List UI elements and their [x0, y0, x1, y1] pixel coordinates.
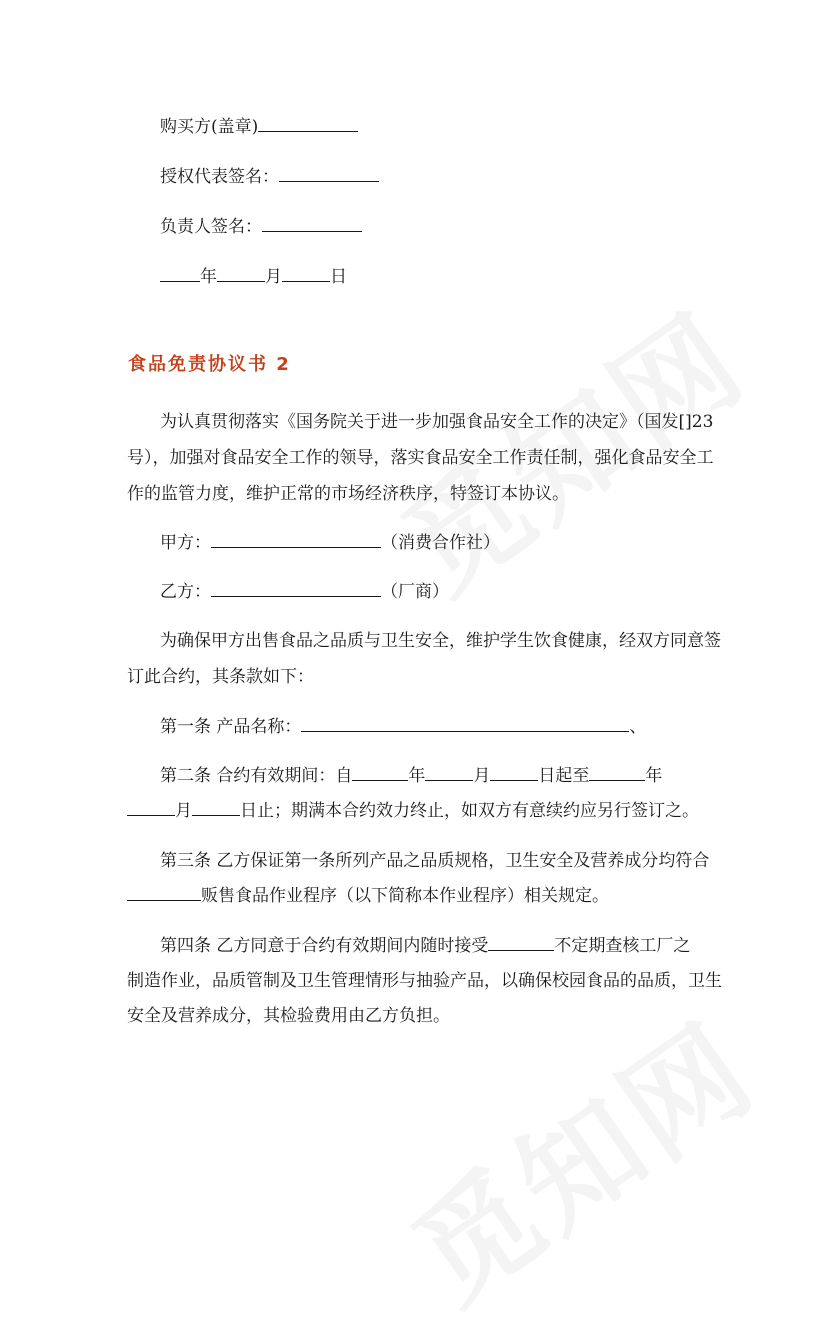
- product-name-blank: [301, 717, 629, 732]
- clause-2-label: 第二条 合约有效期间：自: [160, 766, 353, 786]
- clause-3-text: 贩售食品作业程序（以下简称本作业程序）相关规定。: [201, 886, 609, 906]
- manager-label: 负责人签名：: [160, 217, 262, 237]
- day-label: 日: [330, 267, 347, 287]
- rep-label: 授权代表签名：: [160, 167, 279, 187]
- start-year-label: 年: [408, 766, 426, 786]
- month-blank: [217, 267, 265, 282]
- watermark: [365, 267, 773, 625]
- party-a-label: 甲方：: [160, 533, 211, 553]
- intro-line-1: 为认真贯彻落实《国务院关于进一步加强食品安全工作的决定》（国发[]23: [160, 412, 714, 432]
- end-year-blank: [589, 766, 645, 781]
- clause-4-tail: 不定期查核工厂之: [554, 936, 691, 956]
- end-day-blank: [192, 801, 240, 816]
- year-blank: [160, 267, 200, 282]
- clause-1-label: 第一条 产品名称：: [160, 717, 302, 737]
- start-month-label: 月: [473, 766, 491, 786]
- clause-1-suffix: 、: [629, 717, 647, 737]
- party-b-note: （厂商）: [381, 582, 449, 602]
- rep-signature-line: [160, 167, 379, 187]
- clause-4-line-3: 安全及营养成分，其检验费用由乙方负担。: [127, 1006, 450, 1026]
- end-month-label: 月: [175, 801, 192, 821]
- start-year-blank: [352, 766, 408, 781]
- clause-4-line-2: 制造作业，品质管制及卫生管理情形与抽验产品，以确保校园食品的品质，卫生: [127, 971, 722, 991]
- purpose-line-1: 为确保甲方出售食品之品质与卫生安全，维护学生饮食健康，经双方同意签: [160, 631, 721, 651]
- clause-1: [160, 717, 646, 737]
- buyer-blank: [258, 117, 358, 132]
- year-label: 年: [200, 267, 217, 287]
- clause-4-blank: [488, 936, 554, 951]
- purpose-line-2: 订此合约，其条款如下：: [127, 667, 314, 687]
- intro-line-3: 作的监管力度，维护正常的市场经济秩序，特签订本协议。: [127, 484, 569, 504]
- intro-line-2: 号），加强对食品安全工作的领导，落实食品安全工作责任制，强化食品安全工: [127, 448, 714, 468]
- party-b-line: [160, 582, 449, 602]
- day-blank: [282, 267, 330, 282]
- buyer-label: 购买方(盖章): [160, 117, 259, 137]
- section-heading: 食品免责协议书 2: [128, 354, 291, 375]
- clause-2-line-2: [127, 801, 699, 821]
- clause-2-tail: 日止；期满本合约效力终止，如双方有意续约应另行签订之。: [240, 801, 699, 821]
- month-label: 月: [265, 267, 282, 287]
- start-day-label: 日起至: [538, 766, 590, 786]
- party-b-label: 乙方：: [160, 582, 211, 602]
- start-day-blank: [490, 766, 538, 781]
- rep-blank: [279, 167, 379, 182]
- clause-2-line-1: [160, 766, 662, 786]
- party-b-blank: [211, 582, 381, 597]
- clause-3-blank: [127, 886, 201, 901]
- end-month-blank: [127, 801, 175, 816]
- start-month-blank: [425, 766, 473, 781]
- watermark: [375, 977, 783, 1335]
- party-a-note: （消费合作社）: [381, 533, 500, 553]
- end-year-label: 年: [645, 766, 663, 786]
- clause-3-line-1: 第三条 乙方保证第一条所列产品之品质规格，卫生安全及营养成分均符合: [160, 851, 710, 871]
- manager-blank: [262, 217, 362, 232]
- clause-4-label: 第四条 乙方同意于合约有效期间内随时接受: [160, 936, 489, 956]
- party-a-blank: [211, 533, 381, 548]
- manager-signature-line: [160, 217, 362, 237]
- clause-3-line-2: [127, 886, 609, 906]
- buyer-signature-line: [160, 117, 358, 137]
- clause-4-line-1: [160, 936, 690, 956]
- signature-date-line: [160, 267, 347, 287]
- party-a-line: [160, 533, 500, 553]
